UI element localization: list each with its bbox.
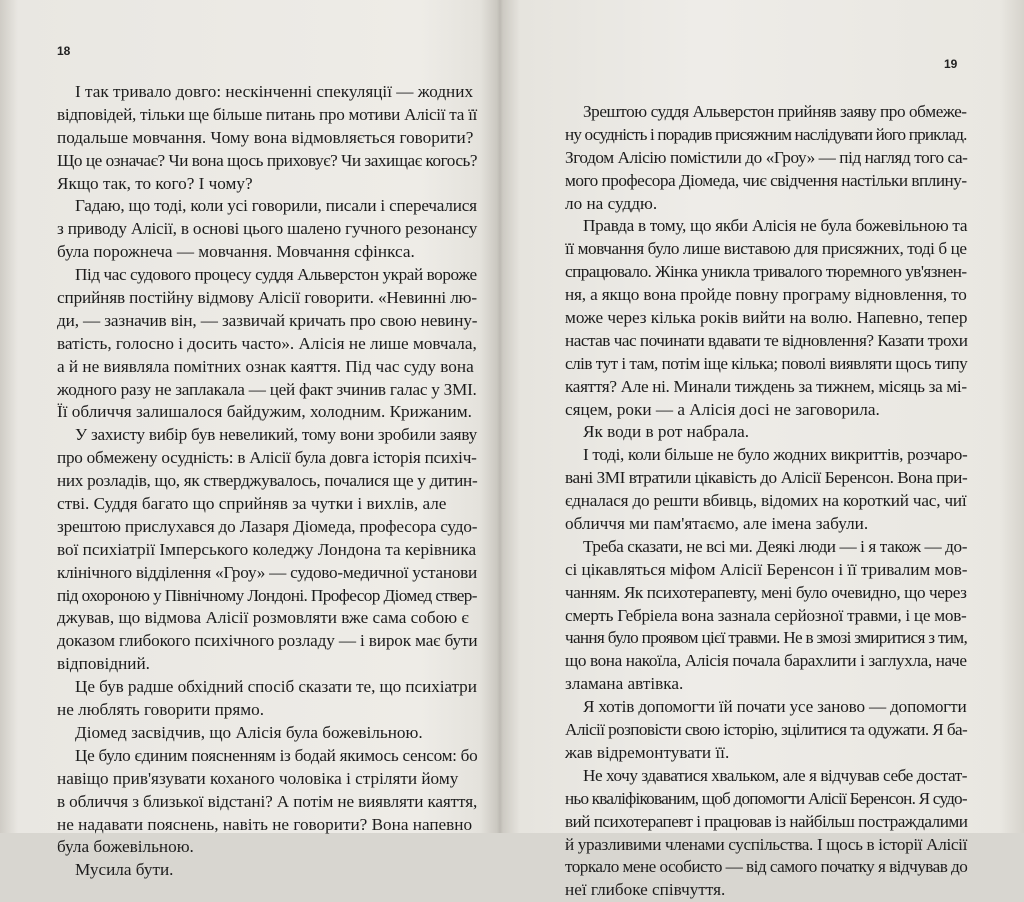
text-line: відповідний. [57, 654, 150, 674]
text-line: була порожнеча — мовчання. Мовчання сфінкса. [57, 242, 415, 262]
text-line: а й не виявляла помітних ознак каяття. Під час суду вона [57, 356, 474, 376]
text-line: настав час починати вдавати те відновлення? Казати трохи [565, 330, 968, 350]
text-line: Якщо так, то кого? І чому? [57, 173, 253, 193]
text-line: Гадаю, що тоді, коли усі говорили, писали і сперечалися [75, 196, 477, 216]
text-line: Що це означає? Чи вона щось приховує? Чи захищає когось? [57, 150, 478, 170]
text-line: клінічного відділення «Гроу» — судово-медичної установи [57, 562, 477, 582]
text-line: Діомед засвідчив, що Алісія була божевільною. [75, 722, 423, 742]
text-line: обличчя ми пам'ятаємо, але імена забули. [565, 514, 869, 534]
text-line: джував, що відмова Алісії розмовляти вже сама собою є [57, 608, 469, 628]
right-page-text [565, 101, 967, 902]
text-line: з приводу Алісії, в основі цього шалено гучного резонансу [57, 219, 478, 239]
text-line: Мусила бути. [75, 860, 174, 880]
text-line: неї глибоке співчуття. [565, 880, 726, 900]
text-line: жодного разу не заплакала — цей факт зчинив галас у ЗМІ. [57, 379, 477, 399]
text-line: про обмежену осудність: в Алісії була довга історія психіч- [57, 448, 477, 468]
text-line: вий психотерапевт і працював із найбільш постраждалими [565, 811, 968, 831]
left-page-number: 18 [57, 44, 71, 58]
text-line: ньо кваліфікованим, щоб допомогти Алісії Беренсон. Я судо- [565, 788, 967, 808]
left-page-text [57, 81, 477, 882]
text-line: чанням. Як психотерапевту, мені було очевидно, що через [565, 582, 967, 602]
text-line: слів тут і там, потім іще кілька; поволі виявляти щось типу [565, 353, 968, 373]
right-page [503, 0, 1024, 900]
text-line: Під час судового процесу суддя Альверстон украй вороже [75, 265, 477, 285]
text-line: відповідей, тільки ще більше питань про мотиви Алісії та її [57, 104, 478, 124]
text-line: Я хотів допомогти їй почати усе заново — допомогти [583, 697, 967, 717]
text-line: зламана автівка. [565, 674, 684, 694]
text-line: І так тривало довго: нескінченні спекуляції — жодних [75, 82, 474, 101]
text-line: сі цікавляться міфом Алісії Беренсон і її тривалим мов- [565, 559, 968, 579]
text-line: не люблять говорити прямо. [57, 700, 265, 720]
text-line: жав відремонтувати її. [565, 742, 730, 762]
text-line: під охороною у Північному Лондоні. Професор Діомед ствер- [57, 585, 477, 605]
text-line: Як води в рот набрала. [583, 422, 750, 442]
text-line: І тоді, коли більше не було жодних викриттів, розчаро- [583, 445, 968, 465]
text-line: Не хочу здаватися хвальком, але я відчував себе достат- [583, 765, 968, 785]
text-line: ну осудність і порадив присяжним наслідувати його приклад. [565, 124, 967, 144]
text-line: них розладів, що, як стверджувалось, почалися ще у дитин- [57, 471, 478, 491]
text-line: що вона накоїла, Алісія почала барахлити і заглухла, наче [565, 651, 967, 671]
text-line: не надавати пояснень, навіть не говорити? Вона напевно [57, 814, 473, 834]
left-page [0, 0, 497, 880]
text-line: була божевільною. [57, 837, 194, 857]
text-line: мого професора Діомеда, чиє свідчення настільки вплину- [565, 170, 967, 190]
text-line: сяцем, роки — а Алісія досі не заговорила. [565, 399, 880, 419]
text-line: спрацювало. Жінка уникла тривалого тюремного ув'язнен- [565, 262, 967, 282]
text-line: вані ЗМІ втратили цікавість до Алісії Беренсон. Вона при- [565, 468, 968, 488]
right-page-number: 19 [944, 57, 958, 71]
text-line: Треба сказати, не всі ми. Деякі люди — і я також — до- [583, 536, 968, 556]
text-line: подальше мовчання. Чому вона відмовляється говорити? [57, 127, 474, 147]
text-line: Згодом Алісію помістили до «Гроу» — під нагляд того са- [565, 147, 968, 167]
text-line: в обличчя з близької відстані? А потім не виявляти каяття, [57, 791, 478, 811]
text-line: Алісії розповісти свою історію, зцілитися та одужати. Я ба- [565, 720, 968, 740]
text-line: ватість, голосно і досить часто». Алісія не лише мовчала, [57, 333, 477, 353]
text-line: чання було проявом цієї травми. Не в змозі змиритися з тим, [565, 628, 968, 648]
text-line: Правда в тому, що якби Алісія не була божевільною та [583, 216, 968, 236]
text-line: й уразливими членами суспільства. І щось в історії Алісії [565, 834, 967, 854]
text-line: стві. Суддя багато що сприйняв за чутки і вихлів, але [57, 494, 447, 514]
text-line: У захисту вибір був невеликий, тому вони зробили заяву [75, 425, 477, 445]
text-line: Її обличчя залишалося байдужим, холодним. Крижаним. [57, 402, 472, 422]
text-line: доказом глибокого психічного розладу — і вирок має бути [57, 631, 478, 651]
text-line: ня, а якщо вона пройде повну програму відновлення, то [565, 285, 967, 305]
text-line: її мовчання було лише виставою для присяжних, тоді б це [565, 239, 967, 259]
text-line: може через кілька років вийти на волю. Напевно, тепер [565, 308, 968, 328]
text-line: ло на суддю. [565, 193, 658, 213]
text-line: ди, — зазначив він, — зазвичай кричать про свою невину- [57, 310, 478, 330]
text-line: Це було єдиним поясненням із бодай якимось сенсом: бо [75, 745, 478, 765]
text-line: Зрештою суддя Альверстон прийняв заяву про обмеже- [583, 102, 967, 121]
text-line: Це був радше обхідний спосіб сказати те, що психіатри [75, 677, 477, 697]
text-line: сприйняв постійну відмову Алісії говорити. «Невинні лю- [57, 288, 477, 308]
text-line: зрештою прислухався до Лазаря Діомеда, професора судо- [57, 516, 478, 536]
text-line: торкало мене особисто — від самого початку я відчував до [565, 857, 968, 877]
text-line: навіщо прив'язувати коханого чоловіка і стріляти йому [57, 768, 459, 788]
text-line: єдналася до решти вбивць, відомих на короткий час, чиї [565, 491, 967, 511]
text-line: вої психіатрії Імперського коледжу Лондона та керівника [57, 539, 477, 559]
text-line: смерть Гебріела вона зазнала серйозної травми, і це мов- [565, 605, 967, 625]
text-line: каяття? Але ні. Минали тиждень за тижнем, місяць за мі- [565, 376, 967, 396]
